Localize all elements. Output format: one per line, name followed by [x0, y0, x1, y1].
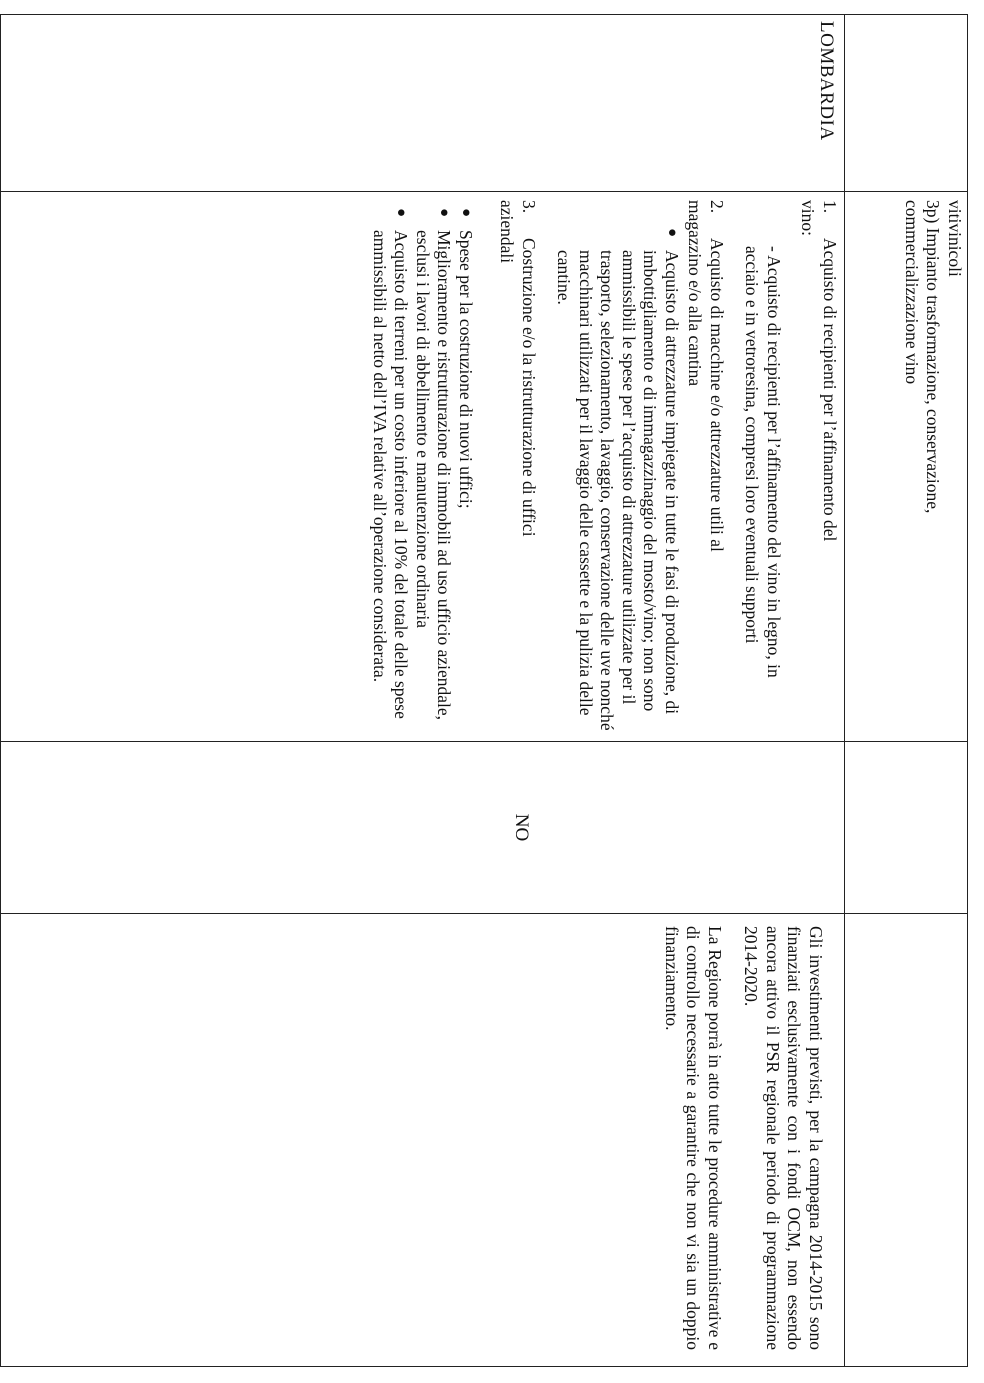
bullet-icon: ● — [393, 208, 410, 218]
cell-measures — [1, 192, 845, 742]
item-1 — [819, 200, 841, 735]
item-2 — [706, 200, 728, 735]
item-2-bullet-text: Acquisto di attrezzature impiegate in tutte le fasi di produzione, di imbottigliamento e di immagazzinaggio del mosto/vino; non sono ammissibili le spese per l’acquisto di attrezzature utilizzate per il trasporto, selezionamento, lavaggio, conservazione delle uve nonché macchinari utilizzati per il lavaggio delle cassette e la pulizia delle cantine. — [554, 250, 682, 731]
cell-notes — [1, 914, 845, 1367]
cell-top-region — [845, 15, 968, 192]
bullet-icon: ● — [458, 208, 474, 218]
spese-text: Miglioramento e ristrutturazione di immobili ad uso ufficio aziendale, esclusi i lavori di abbellimento e manutenzione ordinaria — [413, 230, 455, 721]
item-1-detail: - Acquisto di recipienti per l’affinamento del vino in legno, in acciaio e in vetroresina, compresi loro eventuali supporti — [742, 246, 784, 678]
spese-list — [369, 208, 477, 735]
measures-table — [0, 14, 968, 1367]
bullet-icon: ● — [664, 228, 680, 238]
notes-paragraph-1: Gli investimenti previsti, per la campagna 2014-2015 sono finanziati esclusivamente con i fondi OCM, non essendo ancora attivo il PSR regionale periodo di programmazione 2014-2020. — [741, 926, 826, 1350]
answer-value: NO — [511, 813, 532, 842]
list-item — [412, 208, 455, 735]
item-3-title-cont: aziendali — [497, 200, 518, 264]
region-name: LOMBARDIA — [816, 21, 837, 141]
item-2-bullet — [553, 228, 682, 735]
notes-paragraph-2: La Regione porrà in atto tutte le procedure amministrative e di controllo necessarie a garantire che non vi sia un doppio finanziamento. — [662, 926, 725, 1350]
cell-region — [1, 15, 845, 192]
item-2-title: Acquisto di macchine e/o attrezzature utili al — [707, 238, 727, 552]
list-item — [369, 208, 412, 735]
cell-top-notes — [845, 914, 968, 1367]
bullet-icon: ● — [436, 208, 453, 218]
cell-top-measure — [845, 192, 968, 742]
table-row-lombardia — [1, 15, 845, 1367]
list-item — [455, 208, 477, 735]
cell-answer — [1, 742, 845, 914]
top-line-3: commercializzazione vino — [902, 200, 922, 385]
spese-text: Spese per la costruzione di nuovi uffici; — [456, 230, 476, 509]
item-3 — [518, 200, 540, 735]
cell-top-answer — [845, 742, 968, 914]
top-line-2: 3p) Impianto trasformazione, conservazione, — [923, 200, 944, 514]
item-2-title-cont: magazzino e/o alla cantina — [685, 200, 706, 387]
top-line-1: vitivinicoli — [945, 200, 965, 277]
item-1-title: Acquisto di recipienti per l’affinamento del — [820, 238, 840, 542]
item-2-number: 2. — [707, 200, 727, 214]
item-1-title-cont: vino: — [798, 200, 819, 236]
spese-text: Acquisto di terreni per un costo inferiore al 10% del totale delle spese ammissibili al netto dell’IVA relative all’operazione considerata. — [370, 230, 412, 719]
item-3-number: 3. — [519, 200, 539, 214]
item-3-title: Costruzione e/o la ristrutturazione di uffici — [519, 238, 539, 537]
table-row-top — [845, 15, 968, 1367]
item-1-number: 1. — [820, 200, 840, 214]
